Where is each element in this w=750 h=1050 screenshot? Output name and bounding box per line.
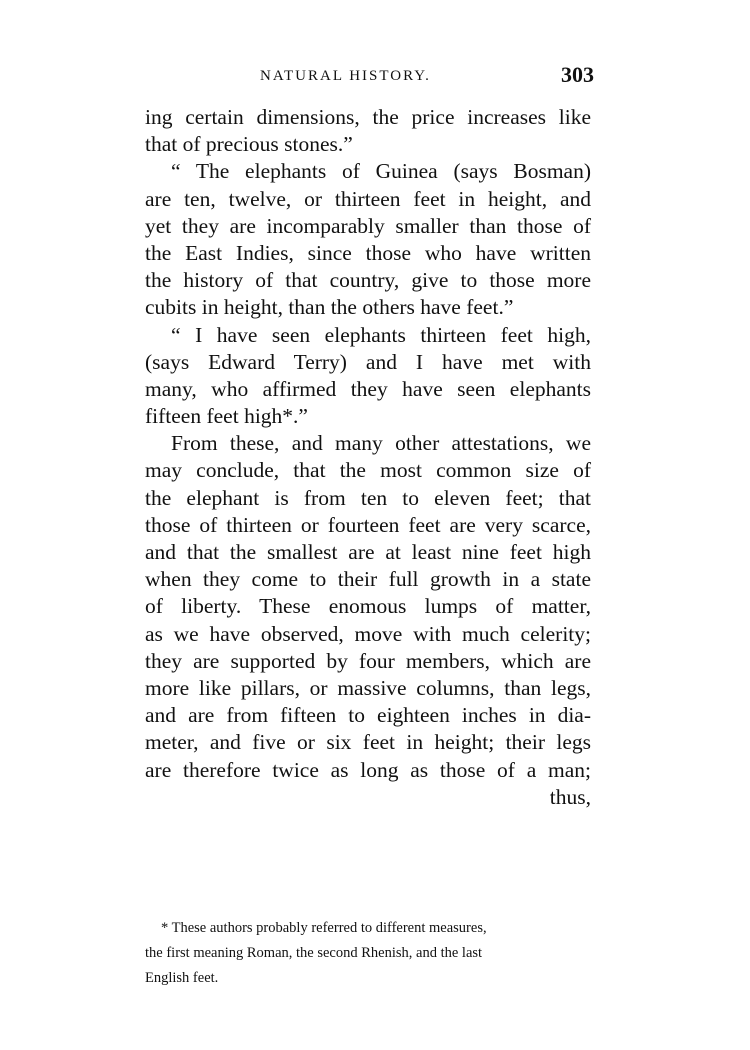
text-line: and are from fifteen to eighteen inches in dia- bbox=[145, 703, 591, 728]
text-line: more like pillars, or massive columns, than legs, bbox=[145, 675, 591, 700]
text-line: are ten, twelve, or thirteen feet in height, and bbox=[145, 186, 591, 211]
text-line: may conclude, that the most common size of bbox=[145, 458, 591, 483]
text-line: when they come to their full growth in a state bbox=[145, 567, 591, 592]
text-line: meter, and five or six feet in height; their legs bbox=[145, 730, 591, 755]
text-line: those of thirteen or fourteen feet are very scarce, bbox=[145, 512, 591, 537]
page-header bbox=[145, 64, 600, 94]
text-line: yet they are incomparably smaller than those of bbox=[145, 213, 591, 238]
text-line: many, who affirmed they have seen elephants bbox=[145, 376, 591, 401]
catchword: thus, bbox=[549, 784, 591, 809]
text-line: (says Edward Terry) and I have met with bbox=[145, 349, 591, 374]
footnote-line: the first meaning Roman, the second Rhenish, and the last bbox=[145, 945, 483, 961]
text-line: of liberty. These enomous lumps of matter, bbox=[145, 594, 591, 619]
text-line: cubits in height, than the others have feet.” bbox=[145, 295, 514, 320]
text-line: they are supported by four members, which are bbox=[145, 648, 591, 673]
body-text bbox=[145, 104, 591, 811]
text-line: as we have observed, move with much celerity; bbox=[145, 621, 591, 646]
text-line: and that the smallest are at least nine feet high bbox=[145, 540, 591, 564]
page-number: 303 bbox=[561, 62, 594, 87]
text-line: that of precious stones.” bbox=[145, 132, 353, 157]
text-line: fifteen feet high*.” bbox=[145, 404, 308, 429]
text-line: are therefore twice as long as those of a man; bbox=[145, 757, 591, 782]
running-head: NATURAL HISTORY. bbox=[260, 68, 431, 84]
text-line: the elephant is from ten to eleven feet; that bbox=[145, 485, 591, 510]
text-line: ing certain dimensions, the price increases like bbox=[145, 105, 591, 129]
text-line: “ I have seen elephants thirteen feet high, bbox=[171, 322, 591, 347]
footnote-line: * These authors probably referred to different measures, bbox=[161, 920, 487, 936]
text-line: “ The elephants of Guinea (says Bosman) bbox=[171, 159, 591, 184]
footnote bbox=[145, 916, 595, 991]
text-line: the East Indies, since those who have written bbox=[145, 240, 591, 265]
text-line: From these, and many other attestations, we bbox=[171, 431, 591, 456]
footnote-line: English feet. bbox=[145, 970, 219, 986]
text-line: the history of that country, give to those more bbox=[145, 268, 591, 293]
